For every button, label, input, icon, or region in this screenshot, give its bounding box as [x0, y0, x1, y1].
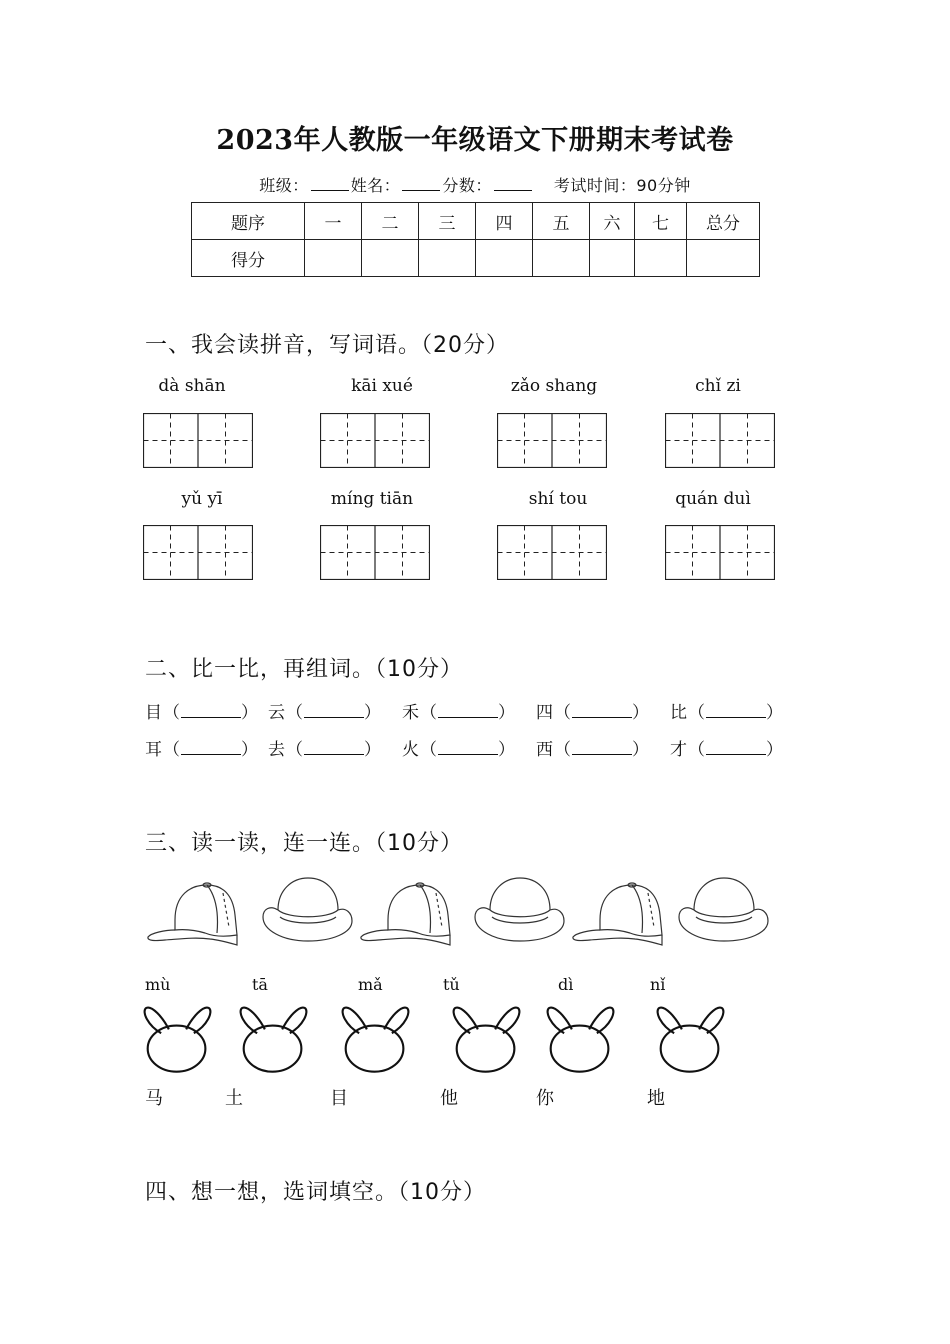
page-title: 2023年人教版一年级语文下册期末考试卷	[216, 125, 734, 156]
pinyin-option: nǐ	[650, 975, 666, 994]
score-input-cell[interactable]	[533, 240, 590, 277]
word-char: 耳	[145, 740, 163, 760]
exam-time: 考试时间：90分钟	[553, 176, 691, 195]
score-blank[interactable]	[494, 176, 532, 191]
word-char: 目	[145, 703, 163, 723]
bowler-hat-image[interactable]	[676, 875, 771, 950]
word-char: 比	[670, 703, 688, 723]
word-blank[interactable]	[304, 740, 364, 755]
word-char: 火	[402, 740, 420, 760]
word-blank[interactable]	[438, 703, 498, 718]
rabbit-head-image[interactable]	[543, 1003, 618, 1075]
word-char: 云	[268, 703, 286, 723]
pinyin-label: dà shān	[158, 376, 226, 396]
pinyin-option: tā	[252, 975, 268, 994]
baseball-cap-image[interactable]	[570, 875, 665, 950]
rabbit-head-image[interactable]	[449, 1003, 524, 1075]
word-group-item: 禾（ ）	[402, 703, 516, 723]
student-info-line	[0, 173, 950, 196]
word-group-item: 耳（ ）	[145, 740, 259, 760]
writing-grid[interactable]	[497, 525, 607, 580]
score-input-cell[interactable]	[687, 240, 760, 277]
word-group-item: 西（ ）	[536, 740, 650, 760]
word-group-row	[145, 698, 945, 722]
word-group-row	[145, 735, 945, 759]
word-char: 西	[536, 740, 554, 760]
word-char: 四	[536, 703, 554, 723]
name-label: 姓名：	[350, 176, 401, 195]
score-table-cell: 六	[590, 203, 635, 240]
score-table-score-row	[192, 240, 760, 277]
word-char: 禾	[402, 703, 420, 723]
name-blank[interactable]	[402, 176, 440, 191]
word-blank[interactable]	[304, 703, 364, 718]
class-label: 班级：	[259, 176, 309, 195]
baseball-cap-image[interactable]	[358, 875, 453, 950]
rabbit-head-image[interactable]	[653, 1003, 728, 1075]
writing-grid[interactable]	[497, 413, 607, 468]
writing-grid[interactable]	[143, 525, 253, 580]
character-option: 土	[225, 1088, 243, 1109]
pinyin-label: shí tou	[528, 489, 588, 509]
score-table-cell: 题序	[192, 203, 305, 240]
word-blank[interactable]	[181, 740, 241, 755]
word-char: 去	[268, 740, 286, 760]
rabbit-head-image[interactable]	[236, 1003, 311, 1075]
writing-grid[interactable]	[320, 413, 430, 468]
score-input-cell[interactable]	[305, 240, 362, 277]
word-blank[interactable]	[438, 740, 498, 755]
word-group-item: 火（ ）	[402, 740, 516, 760]
score-label: 分数：	[442, 176, 492, 195]
rabbit-head-image[interactable]	[140, 1003, 215, 1075]
score-input-cell[interactable]	[590, 240, 635, 277]
score-input-cell[interactable]	[419, 240, 476, 277]
score-table-cell: 一	[305, 203, 362, 240]
score-table-cell: 四	[476, 203, 533, 240]
score-input-cell[interactable]	[476, 240, 533, 277]
writing-grid[interactable]	[143, 413, 253, 468]
section-4-title: 四、想一想，选词填空。（10分）	[145, 1180, 486, 1205]
character-option: 他	[440, 1088, 458, 1109]
pinyin-label: míng tiān	[330, 489, 414, 509]
class-blank[interactable]	[311, 176, 349, 191]
pinyin-label: kāi xué	[351, 376, 413, 396]
word-blank[interactable]	[706, 740, 766, 755]
score-table-cell: 七	[635, 203, 687, 240]
score-table-cell: 总分	[687, 203, 760, 240]
score-table-cell: 三	[419, 203, 476, 240]
score-table-header-row	[192, 203, 760, 240]
character-option: 马	[145, 1088, 163, 1109]
writing-grid[interactable]	[665, 413, 775, 468]
section-2-title: 二、比一比，再组词。（10分）	[145, 657, 463, 682]
character-option: 目	[330, 1088, 348, 1109]
score-input-cell[interactable]	[635, 240, 687, 277]
word-group-item: 比（ ）	[670, 703, 784, 723]
pinyin-label: chǐ zi	[695, 376, 741, 396]
bowler-hat-image[interactable]	[260, 875, 355, 950]
baseball-cap-image[interactable]	[145, 875, 240, 950]
score-table-cell: 二	[362, 203, 419, 240]
score-input-cell[interactable]	[362, 240, 419, 277]
word-group-item: 才（ ）	[670, 740, 784, 760]
section-3-title: 三、读一读，连一连。（10分）	[145, 831, 463, 856]
pinyin-label: zǎo shang	[510, 376, 598, 396]
word-blank[interactable]	[572, 740, 632, 755]
word-group-item: 目（ ）	[145, 703, 259, 723]
writing-grid[interactable]	[320, 525, 430, 580]
rabbit-head-image[interactable]	[338, 1003, 413, 1075]
pinyin-option: mǎ	[358, 975, 383, 994]
word-char: 才	[670, 740, 688, 760]
character-option: 你	[536, 1088, 554, 1109]
word-group-item: 云（ ）	[268, 703, 382, 723]
word-blank[interactable]	[706, 703, 766, 718]
score-table-cell: 得分	[192, 240, 305, 277]
pinyin-label: quán duì	[675, 489, 751, 509]
score-table	[191, 202, 760, 277]
section-1-title: 一、我会读拼音，写词语。（20分）	[145, 333, 509, 358]
pinyin-option: mù	[145, 975, 171, 994]
word-blank[interactable]	[572, 703, 632, 718]
pinyin-option: tǔ	[443, 975, 460, 994]
pinyin-label: yǔ yī	[181, 489, 223, 509]
word-blank[interactable]	[181, 703, 241, 718]
score-table-cell: 五	[533, 203, 590, 240]
pinyin-option: dì	[558, 975, 574, 994]
writing-grid[interactable]	[665, 525, 775, 580]
word-group-item: 去（ ）	[268, 740, 382, 760]
character-option: 地	[647, 1088, 665, 1109]
word-group-item: 四（ ）	[536, 703, 650, 723]
bowler-hat-image[interactable]	[472, 875, 567, 950]
